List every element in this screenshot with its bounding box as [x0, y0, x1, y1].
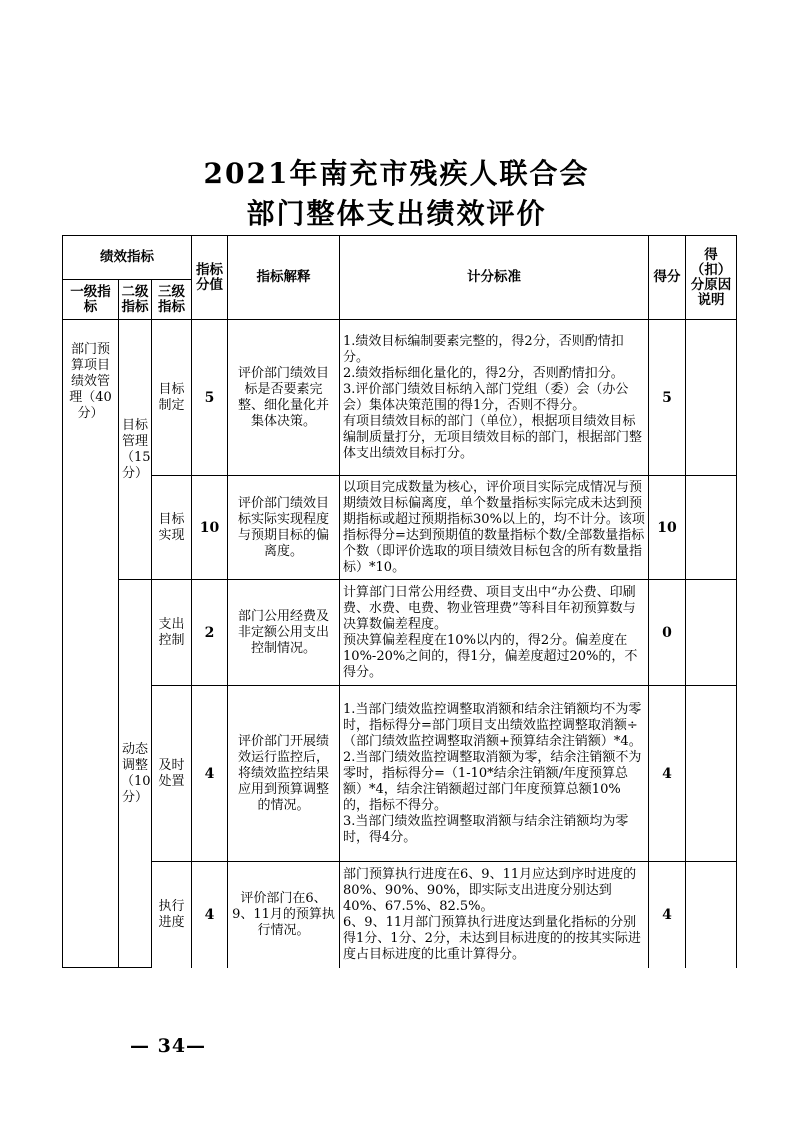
header-level3: 三级指标: [152, 280, 192, 320]
header-explanation: 指标解释: [228, 236, 340, 320]
standard-cell: [340, 686, 649, 862]
reason-cell: [686, 862, 737, 968]
level2-cell-goal-management: 目标管理（15分）: [119, 320, 152, 580]
standard-cell: [340, 580, 649, 686]
standard-line: 有项目绩效目标的部门（单位），根据项目绩效目标编制质量打分，无项目绩效目标的部门，根据部门整体支出绩效目标打分。: [343, 413, 643, 461]
evaluation-table: [62, 235, 737, 968]
header-level1: 一级指标: [63, 280, 119, 320]
header-standard: 计分标准: [340, 236, 649, 320]
explanation-cell: 评价部门开展绩效运行监控后，将绩效监控结果应用到预算调整的情况。: [228, 686, 340, 862]
table-row: [63, 476, 737, 580]
score-cell: 4: [649, 862, 686, 968]
explanation-cell: 评价部门绩效目标是否要素完整、细化量化并集体决策。: [228, 320, 340, 476]
standard-line: 3.评价部门绩效目标纳入部门党组（委）会（办公会）集体决策范围的得1分，否则不得分。: [343, 381, 629, 413]
level2-cell-dynamic-adjustment: 动态调整（10分）: [119, 580, 152, 968]
standard-line: 3.当部门绩效监控调整取消额与结余注销额均为零时，得4分。: [343, 813, 629, 845]
document-title-line1: 2021年南充市残疾人联合会: [203, 157, 590, 190]
standard-cell: [340, 320, 649, 476]
reason-cell: [686, 580, 737, 686]
level3-cell: 支出控制: [152, 580, 192, 686]
standard-cell: [340, 476, 649, 580]
level1-cell: 部门预算项目绩效管理（40分）: [63, 320, 119, 968]
header-level2: 二级指标: [119, 280, 152, 320]
explanation-cell: 部门公用经费及非定额公用支出控制情况。: [228, 580, 340, 686]
header-indicators: 绩效指标: [63, 236, 192, 280]
weight-cell: 4: [192, 686, 228, 862]
reason-cell: [686, 320, 737, 476]
score-cell: 10: [649, 476, 686, 580]
table-row: [63, 862, 737, 968]
table-row: [63, 686, 737, 862]
table-row: [63, 580, 737, 686]
level3-cell: 目标实现: [152, 476, 192, 580]
level3-cell: 目标制定: [152, 320, 192, 476]
reason-cell: [686, 476, 737, 580]
explanation-cell: 评价部门在6、9、11月的预算执行情况。: [228, 862, 340, 968]
header-score: 得分: [649, 236, 686, 320]
page-number: — 34—: [130, 1035, 207, 1057]
standard-line: 1.当部门绩效监控调整取消额和结余注销额均不为零时，指标得分=部门项目支出绩效监控调整取消额÷（部门绩效监控调整取消额+预算结余注销额）*4。: [343, 701, 642, 749]
header-weight: 指标分值: [192, 236, 228, 320]
standard-line: 6、9、11月部门预算执行进度达到量化指标的分别得1分、1分、2分，未达到目标进度的的按其实际进度占目标进度的比重计算得分。: [343, 914, 641, 962]
score-cell: 0: [649, 580, 686, 686]
score-cell: 5: [649, 320, 686, 476]
standard-line: 预决算偏差程度在10%以内的，得2分。偏差度在10%-20%之间的，得1分，偏差度超过20%的，不得分。: [343, 632, 638, 680]
weight-cell: 5: [192, 320, 228, 476]
score-cell: 4: [649, 686, 686, 862]
document-title-line2: 部门整体支出绩效评价: [246, 197, 547, 230]
reason-cell: [686, 686, 737, 862]
header-reason: 得（扣）分原因说明: [686, 236, 737, 320]
table-row: [63, 320, 737, 476]
standard-line: 2.绩效指标细化量化的，得2分，否则酌情扣分。: [343, 365, 624, 381]
standard-line: 2.当部门绩效监控调整取消额为零，结余注销额不为零时，指标得分=（1-10*结余注销额/年度预算总额）*4，结余注销额超过部门年度预算总额10%的，指标不得分。: [343, 749, 642, 813]
explanation-cell: 评价部门绩效目标实际实现程度与预期目标的偏离度。: [228, 476, 340, 580]
standard-cell: [340, 862, 649, 968]
standard-line: 1.绩效目标编制要素完整的，得2分，否则酌情扣分。: [343, 333, 624, 365]
level3-cell: 执行进度: [152, 862, 192, 968]
weight-cell: 10: [192, 476, 228, 580]
standard-line: 计算部门日常公用经费、项目支出中“办公费、印刷费、水费、电费、物业管理费”等科目年初预算数与决算数偏差程度。: [343, 584, 636, 632]
weight-cell: 2: [192, 580, 228, 686]
standard-line: 部门预算执行进度在6、9、11月应达到序时进度的80%、90%、90%，即实际支出进度分别达到40%、67.5%、82.5%。: [343, 866, 637, 914]
weight-cell: 4: [192, 862, 228, 968]
standard-line: 以项目完成数量为核心，评价项目实际完成情况与预期绩效目标偏离度，单个数量指标实际完成未达到预期指标或超过预期指标30%以上的，均不计分。该项指标得分=达到预期值的数量指标个数/全部数量指标个数（即评价选取的项目绩效目标包含的所有数量指标）*10。: [343, 479, 645, 575]
level3-cell: 及时处置: [152, 686, 192, 862]
